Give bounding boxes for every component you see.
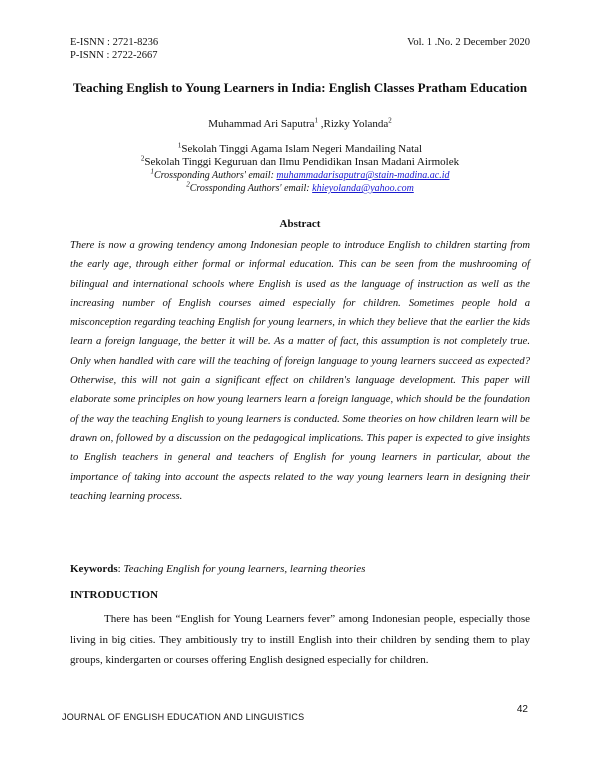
affiliation-2-text: Sekolah Tinggi Keguruan dan Ilmu Pendidikan Insan Madani Airmolek [144, 156, 460, 168]
affiliation-1-sup: 1 [177, 141, 182, 150]
issn-block [70, 36, 158, 62]
affiliation-2-sup: 2 [140, 154, 145, 163]
email-2-link[interactable]: khieyolanda@yahoo.com [312, 183, 414, 194]
volume-text: Vol. 1 .No. 2 December 2020 [407, 37, 530, 48]
introduction-heading: INTRODUCTION [70, 589, 159, 601]
affiliation-1-text: Sekolah Tinggi Agama Islam Negeri Mandailing Natal [181, 143, 423, 155]
author-line [70, 117, 530, 131]
journal-footer: JOURNAL OF ENGLISH EDUCATION AND LINGUISTICS [62, 712, 305, 722]
email-line-2 [70, 182, 530, 195]
email-1-sup: 1 [150, 167, 154, 176]
affiliations [70, 143, 530, 195]
introduction-body: There has been “English for Young Learners fever” among Indonesian people, especially those living in big cities. They ambitiously try to instill English into their children by sending them to play groups, kindergarten or courses offering English designed especially for children. [70, 613, 530, 666]
author-2-sup: 2 [388, 116, 392, 125]
affiliation-1 [70, 143, 530, 156]
email-line-1 [70, 169, 530, 182]
abstract-body: There is now a growing tendency among Indonesian people to introduce English to children starting from the early age, through either formal or informal education. This can be seen from the mushrooming of bilingual and international schools where English is used as the language of instruction as well as the increasing number of English courses aimed especially for children. Sometimes people hold a misconception regarding teaching English for young learners, in which they believe that the earlier the kids learn a foreign language, the better it will be. As a matter of fact, this assumption is not completely true. Only when handled with care will the teaching of foreign language to young learners succeed as expected? Otherwise, this will not gain a significant effect on children's language development. This paper will elaborate some principles on how young learners learn a foreign language, which should be the foundation of the way the teaching English to young learners is conducted. Some theories on how children learn will be drawn on, followed by a discussion on the pedagogical implications. This paper is expected to give insights to English teachers in general and teachers of English for young learners in particular, about the importance of taking into account the aspects related to the way young learners learn in designing their teaching learning process. [70, 240, 530, 502]
keywords-label: Keywords [70, 563, 118, 575]
abstract-heading: Abstract [279, 218, 321, 230]
email-2-sup: 2 [186, 180, 190, 189]
author-1-name: Muhammad Ari Saputra [208, 118, 315, 130]
email-2-label: Crossponding Authors' email: [189, 183, 313, 194]
keywords-colon: : [117, 563, 124, 575]
keywords-value: Teaching English for young learners, learning theories [123, 563, 366, 575]
pissn-text: P-ISNN : 2722-2667 [70, 50, 158, 61]
keywords-line [70, 562, 530, 576]
email-1-link[interactable]: muhammadarisaputra@stain-madina.ac.id [276, 170, 450, 181]
author-2-name: ,Rizky Yolanda [318, 118, 389, 130]
paper-title: Teaching English to Young Learners in India: English Classes Pratham Education [72, 80, 528, 95]
page-number: 42 [516, 704, 528, 715]
email-1-label: Crossponding Authors' email: [153, 170, 277, 181]
author-1-sup: 1 [314, 116, 319, 125]
eissn-text: E-ISNN : 2721-8236 [70, 37, 159, 48]
affiliation-2 [70, 156, 530, 169]
